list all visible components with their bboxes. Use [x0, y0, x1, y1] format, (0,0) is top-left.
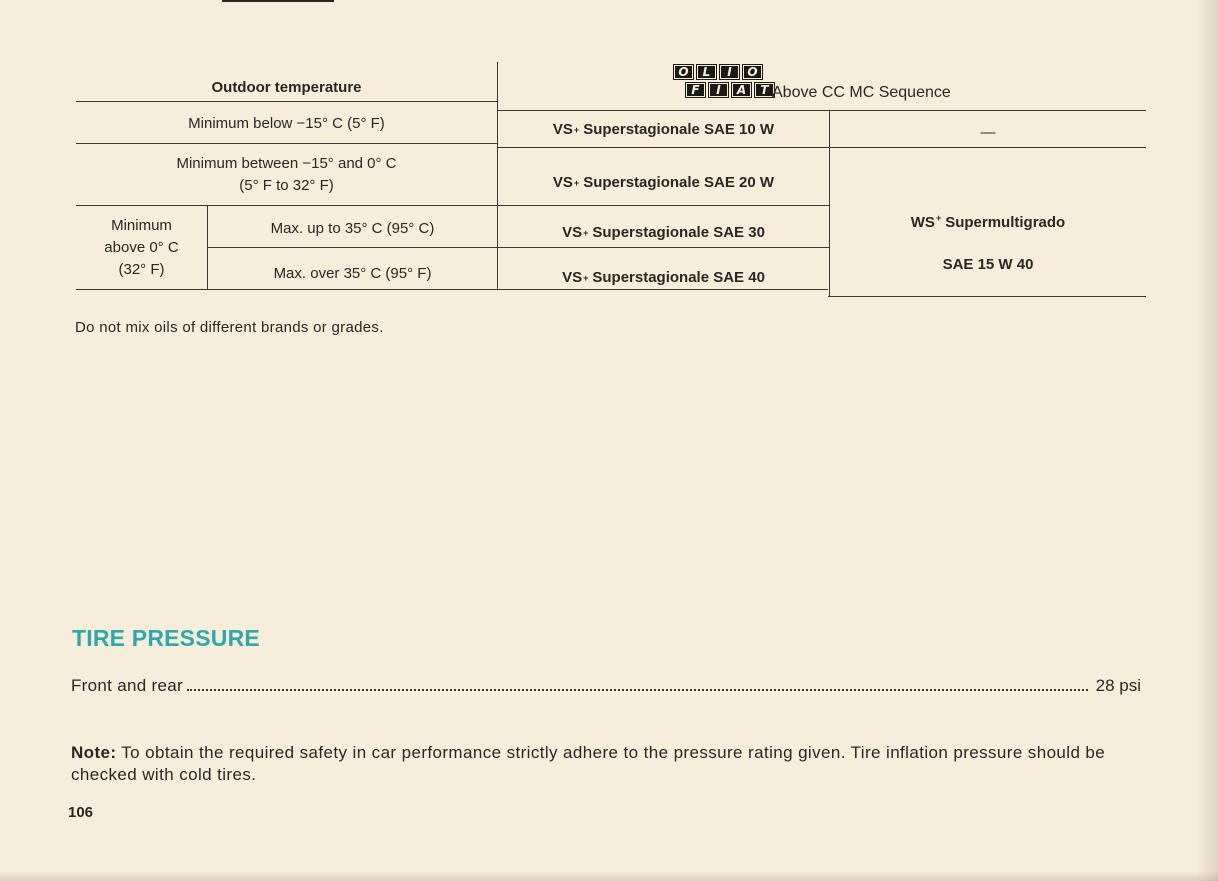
row4-oil — [498, 258, 829, 298]
oil-sup: + — [583, 273, 589, 283]
header-oil-spec: Above CC MC Sequence — [772, 84, 951, 101]
table-rule-bottom-right — [828, 296, 1146, 297]
oil-sup: + — [573, 125, 580, 135]
row1-multigrade: — — [980, 124, 996, 141]
logo-letter: O — [673, 64, 694, 80]
spec-row-front-rear — [71, 676, 1141, 696]
group-minimum-above-zero — [76, 206, 207, 289]
group-line1: Minimum — [111, 216, 172, 234]
section-title-tire-pressure: TIRE PRESSURE — [72, 625, 260, 651]
oil-prefix: VS — [562, 224, 583, 241]
logo-letter: A — [731, 82, 752, 98]
header-outdoor-temperature: Outdoor temperature — [211, 79, 362, 96]
row4-temperature: Max. over 35° C (95° F) — [273, 265, 432, 282]
row1-oil — [498, 112, 829, 148]
oil-prefix: WS — [910, 213, 935, 231]
mix-warning: Do not mix oils of different brands or grades. — [75, 319, 384, 336]
top-rule — [222, 0, 334, 2]
logo-letter: T — [754, 82, 775, 98]
group-line2: above 0° C — [104, 238, 179, 256]
logo-letter: I — [719, 64, 740, 80]
oil-sup: + — [583, 228, 589, 238]
note-label: Note: — [71, 743, 117, 762]
row2-temp-line1: Minimum between −15° and 0° C — [176, 155, 397, 172]
group-line3: (32° F) — [118, 260, 165, 278]
row3-oil — [498, 214, 829, 252]
oil-name: Supermultigrado — [945, 213, 1066, 231]
row2-oil — [498, 150, 829, 216]
spec-value: 28 psi — [1095, 676, 1141, 695]
oil-name: Superstagionale SAE 20 W — [583, 174, 775, 191]
logo-letter: I — [708, 82, 729, 98]
dot-leader — [187, 689, 1088, 691]
tire-note — [71, 742, 1141, 786]
page-edge-shadow — [1196, 0, 1218, 881]
oil-prefix: VS — [562, 269, 583, 286]
olio-fiat-logo — [673, 64, 775, 100]
oil-prefix: VS — [552, 121, 573, 138]
ws-name-line — [911, 208, 1065, 233]
note-body: To obtain the required safety in car performance strictly adhere to the pressure rating given. Tire inflation pressure should be checked with cold tires. — [71, 743, 1106, 784]
logo-letter: F — [685, 82, 706, 98]
oil-name: Superstagionale SAE 40 — [592, 269, 765, 286]
oil-sup: + — [573, 178, 580, 188]
oil-name: Superstagionale SAE 30 — [592, 224, 765, 241]
logo-letter: L — [696, 64, 717, 80]
row2-temperature — [76, 146, 497, 204]
spec-label: Front and rear — [71, 676, 183, 695]
row1-temperature: Minimum below −15° C (5° F) — [188, 115, 385, 132]
multigrade-oil — [830, 196, 1146, 286]
oil-name: Superstagionale SAE 10 W — [583, 121, 775, 138]
row2-temp-line2: (5° F to 32° F) — [239, 177, 334, 194]
oil-prefix: VS — [552, 174, 573, 191]
page-bottom-shadow — [0, 871, 1218, 881]
table-rule-r1-left — [76, 143, 498, 144]
page-number: 106 — [68, 804, 94, 821]
ws-grade: SAE 15 W 40 — [942, 255, 1034, 273]
row3-temperature: Max. up to 35° C (95° C) — [270, 220, 435, 237]
logo-letter: O — [742, 64, 763, 80]
oil-sup: + — [935, 212, 942, 223]
table-rule-header-right — [497, 110, 1146, 111]
